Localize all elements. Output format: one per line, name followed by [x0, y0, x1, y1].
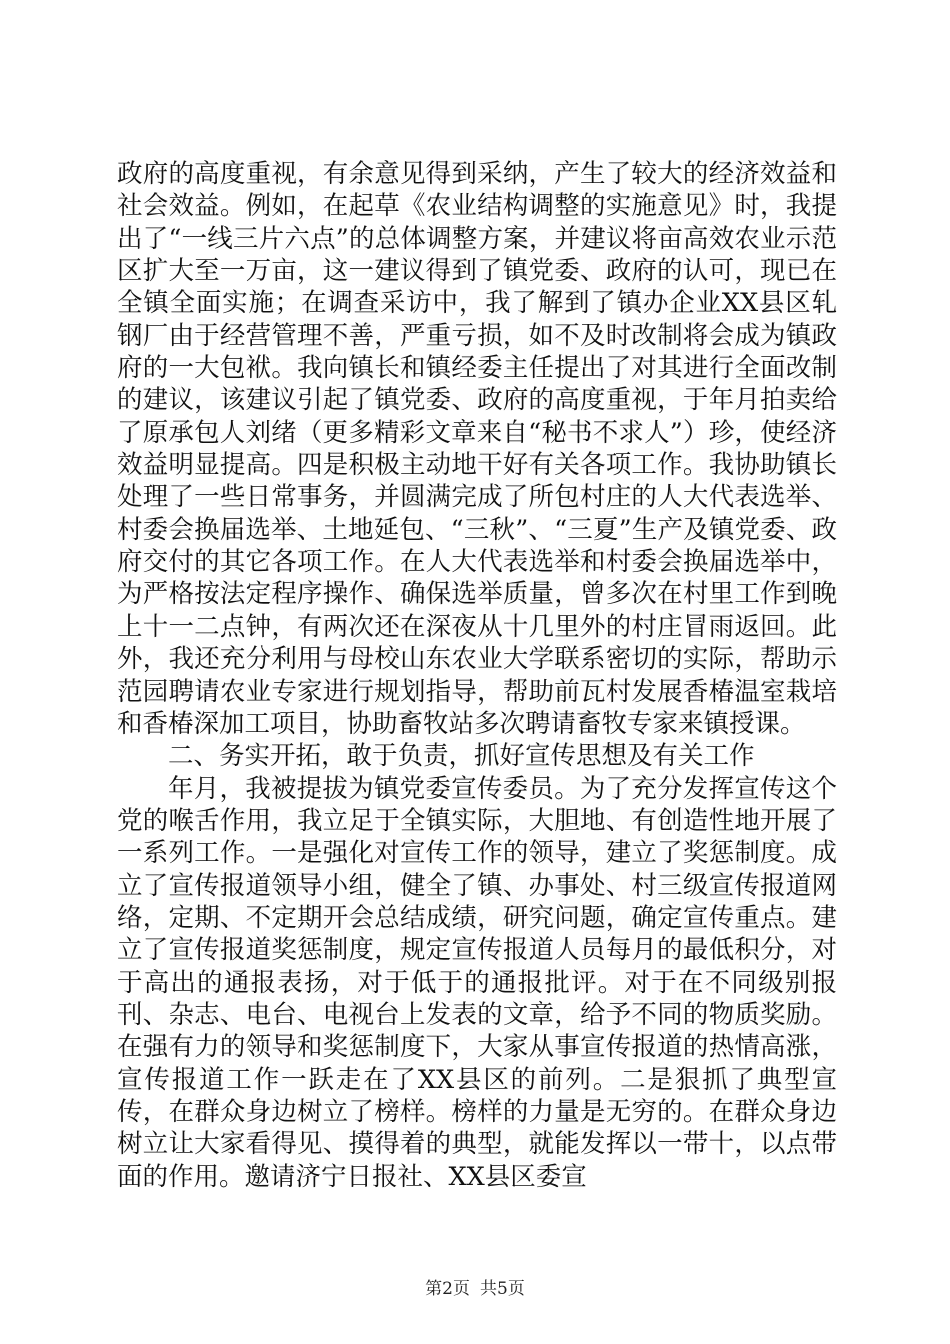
page-number: 第2页	[425, 1279, 470, 1299]
paragraph-propaganda-work: 年月，我被提拔为镇党委宣传委员。为了充分发挥宣传这个党的喉舌作用，我立足于全镇实际，大胆地、有创造性地开展了一系列工作。一是强化对宣传工作的领导，建立了奖惩制度。成立了宣传报道领导小组，健全了镇、办事处、村三级宣传报道网络，定期、不定期开会总结成绩，研究问题，确定宣传重点。建立了宣传报道奖惩制度，规定宣传报道人员每月的最低积分，对于高出的通报表扬，对于低于的通报批评。对于在不同级别报刊、杂志、电台、电视台上发表的文章，给予不同的物质奖励。在强有力的领导和奖惩制度下，大家从事宣传报道的热情高涨，宣传报道工作一跃走在了XX县区的前列。二是狠抓了典型宣传，在群众身边树立了榜样。榜样的力量是无穷的。在群众身边树立让大家看得见、摸得着的典型，就能发挥以一带十，以点带面的作用。邀请济宁日报社、XX县区委宣	[117, 773, 837, 1192]
paragraph-continuation: 政府的高度重视，有余意见得到采纳，产生了较大的经济效益和社会效益。例如，在起草《农业结构调整的实施意见》时，我提出了“一线三片六点”的总体调整方案，并建议将亩高效农业示范区扩大至一万亩，这一建议得到了镇党委、政府的认可，现已在全镇全面实施；在调查采访中，我了解到了镇办企业XX县区轧钢厂由于经营管理不善，严重亏损，如不及时改制将会成为镇政府的一大包袱。我向镇长和镇经委主任提出了对其进行全面改制的建议，该建议引起了镇党委、政府的高度重视，于年月拍卖给了原承包人刘绪（更多精彩文章来自“秘书不求人”）珍，使经济效益明显提高。四是积极主动地干好有关各项工作。我协助镇长处理了一些日常事务，并圆满完成了所包村庄的人大代表选举、村委会换届选举、土地延包、“三秋”、“三夏”生产及镇党委、政府交付的其它各项工作。在人大代表选举和村委会换届选举中，为严格按法定程序操作、确保选举质量，曾多次在村里工作到晚上十一二点钟，有两次还在深夜从十几里外的村庄冒雨返回。此外，我还充分利用与母校山东农业大学联系密切的实际，帮助示范园聘请农业专家进行规划指导，帮助前瓦村发展香椿温室栽培和香椿深加工项目，协助畜牧站多次聘请畜牧专家来镇授课。	[117, 159, 837, 739]
section-heading: 二、务实开拓，敢于负责，抓好宣传思想及有关工作	[168, 741, 755, 772]
page-total: 共5页	[480, 1279, 525, 1299]
document-body	[117, 158, 837, 1193]
page-footer	[0, 1274, 950, 1299]
